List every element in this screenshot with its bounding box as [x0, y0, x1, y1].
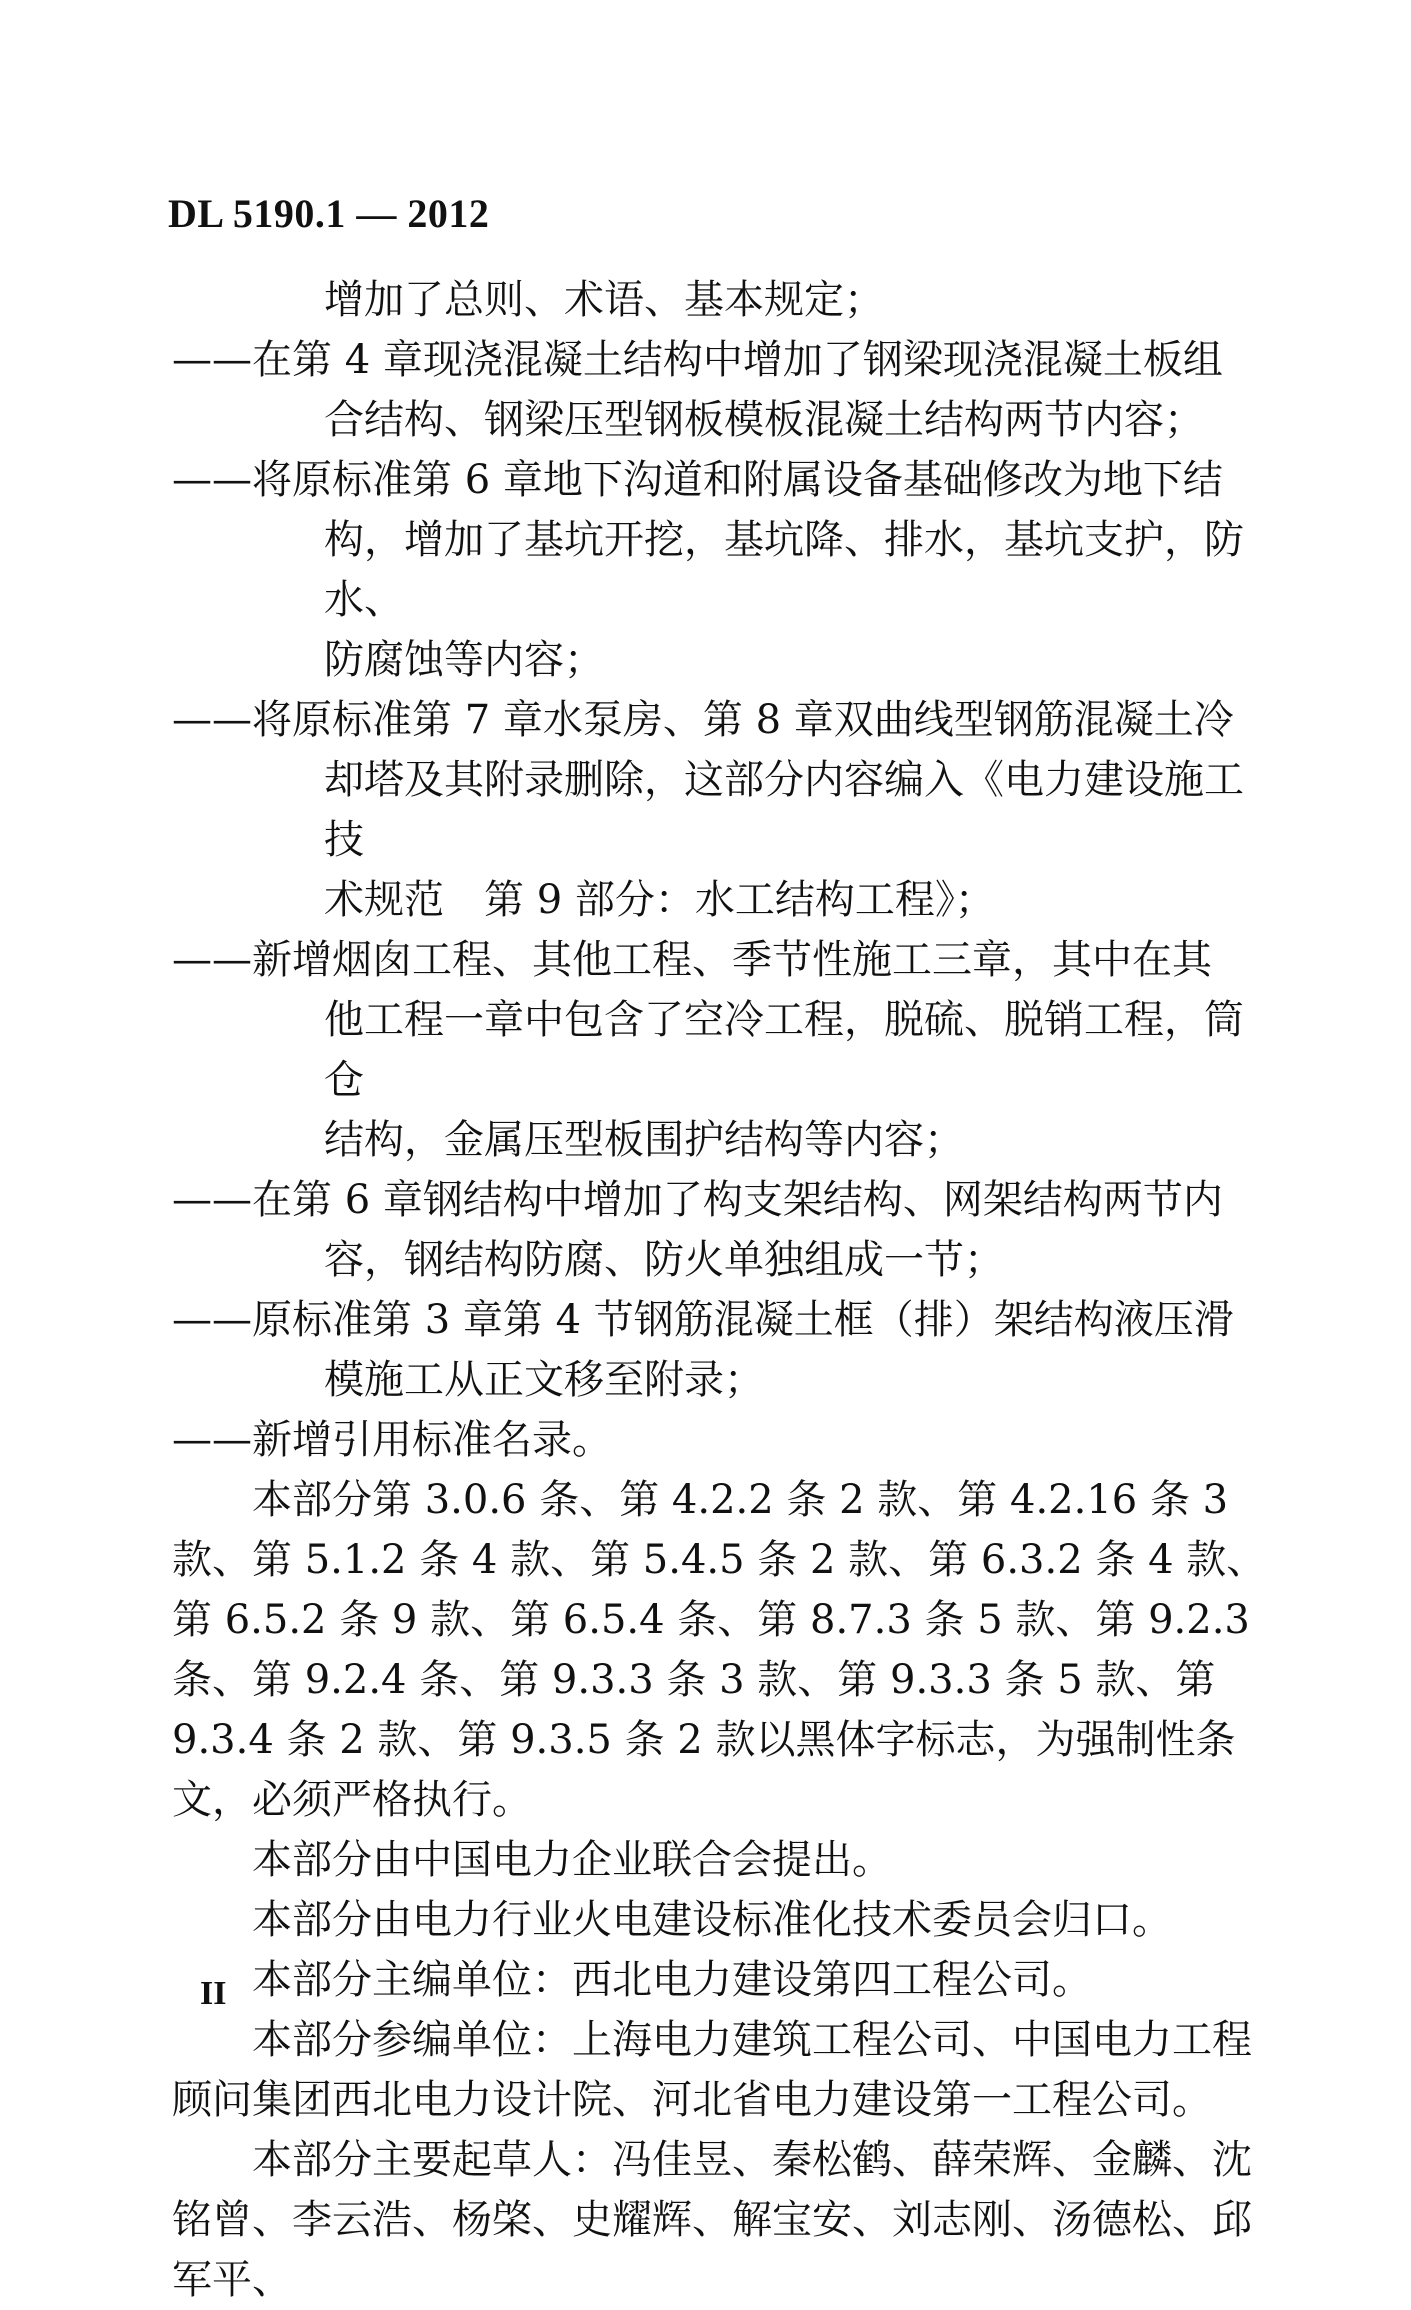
- change-item: [172, 690, 1272, 930]
- change-item-continuation: 术规范 第 9 部分：水工结构工程》；: [324, 877, 995, 923]
- change-item: [172, 1290, 1272, 1410]
- change-item-first-line: ——在第 4 章现浇混凝土结构中增加了钢梁现浇混凝土板组: [172, 337, 1223, 383]
- paragraph: 本部分由电力行业火电建设标准化技术委员会归口。: [252, 1897, 1172, 1943]
- change-item-first-line: ——原标准第 3 章第 4 节钢筋混凝土框（排）架结构液压滑: [172, 1297, 1234, 1343]
- change-item: [172, 1170, 1272, 1290]
- change-item-continuation: 构，增加了基坑开挖，基坑降、排水，基坑支护，防水、: [324, 517, 1244, 623]
- change-item-continuation: 他工程一章中包含了空冷工程，脱硫、脱销工程，筒仓: [324, 997, 1244, 1103]
- change-item-first-line: ——新增引用标准名录。: [172, 1417, 612, 1463]
- paragraph: 本部分主编单位：西北电力建设第四工程公司。: [252, 1957, 1092, 2003]
- change-item-first-line: ——新增烟囱工程、其他工程、季节性施工三章，其中在其: [172, 937, 1212, 983]
- paragraph: 本部分主要起草人：冯佳昱、秦松鹤、薛荣辉、金麟、沈铭曾、李云浩、杨棨、史耀辉、解宝安、刘志刚、汤德松、邱军平、: [172, 2137, 1252, 2303]
- change-item: [172, 330, 1272, 450]
- continuation-line: 增加了总则、术语、基本规定；: [324, 277, 884, 323]
- change-item-continuation: 防腐蚀等内容；: [324, 637, 604, 683]
- change-item-first-line: ——将原标准第 7 章水泵房、第 8 章双曲线型钢筋混凝土冷: [172, 697, 1234, 743]
- change-item: [172, 930, 1272, 1170]
- change-item-continuation: 容，钢结构防腐、防火单独组成一节；: [324, 1237, 1004, 1283]
- change-list: [172, 330, 1272, 1470]
- standard-code: DL 5190.1 — 2012: [168, 191, 490, 236]
- change-item-continuation: 模施工从正文移至附录；: [324, 1357, 764, 1403]
- foreword-body: [172, 270, 1272, 2310]
- change-item: [172, 450, 1272, 690]
- change-item-continuation: 却塔及其附录删除，这部分内容编入《电力建设施工技: [324, 757, 1244, 863]
- page-number: II: [200, 1975, 227, 2012]
- change-item-first-line: ——将原标准第 6 章地下沟道和附属设备基础修改为地下结: [172, 457, 1223, 503]
- paragraph: 本部分第 3.0.6 条、第 4.2.2 条 2 款、第 4.2.16 条 3 款、第 5.1.2 条 4 款、第 5.4.5 条 2 款、第 6.3.2 条 4 款、第 6.5.2 条 9 款、第 6.5.4 条、第 8.7.3 条 5 款、第 9.2.3 条、第 9.2.4 条、第 9.3.3 条 3 款、第 9.3.3 条 5 款、第 9.3.4 条 2 款、第 9.3.5 条 2 款以黑体字标志，为强制性条文，必须严格执行。: [172, 1477, 1267, 1823]
- paragraph-list: [172, 1470, 1272, 2310]
- change-item: [172, 1410, 1272, 1470]
- change-item-first-line: ——在第 6 章钢结构中增加了构支架结构、网架结构两节内: [172, 1177, 1223, 1223]
- paragraph: 本部分由中国电力企业联合会提出。: [252, 1837, 892, 1883]
- paragraph: 本部分参编单位：上海电力建筑工程公司、中国电力工程顾问集团西北电力设计院、河北省电力建设第一工程公司。: [172, 2017, 1252, 2123]
- change-item-continuation: 结构，金属压型板围护结构等内容；: [324, 1117, 964, 1163]
- change-item-continuation: 合结构、钢梁压型钢板模板混凝土结构两节内容；: [324, 397, 1204, 443]
